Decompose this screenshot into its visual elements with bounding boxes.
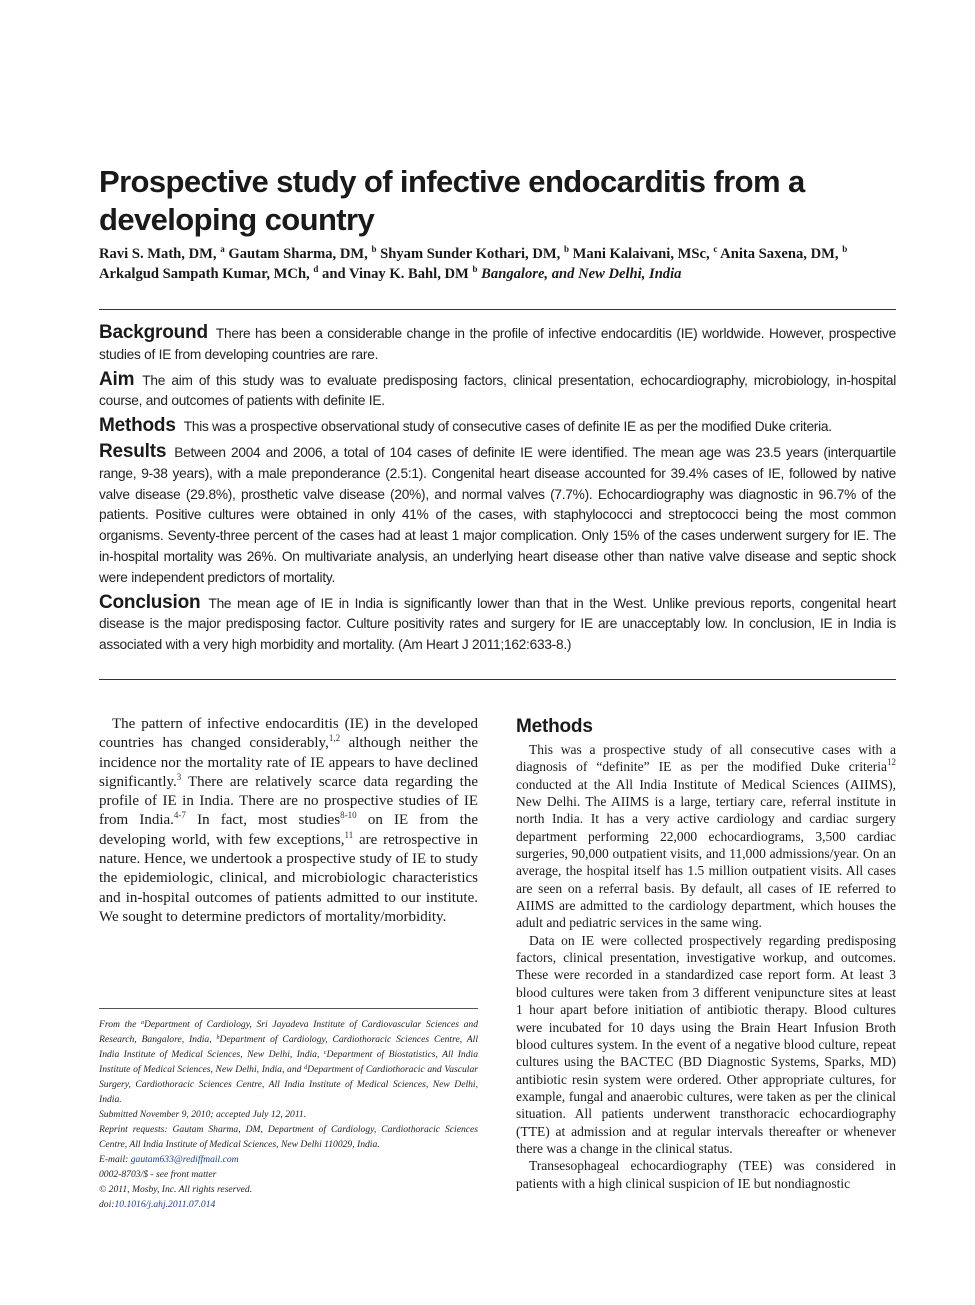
- footnote-divider: [99, 1008, 478, 1009]
- abstract-methods: [99, 416, 896, 438]
- abstract-heading: Aim: [99, 368, 135, 390]
- author: Anita Saxena, DM, $^b$: [720, 244, 848, 262]
- footnotes: [99, 1017, 478, 1212]
- citation-link[interactable]: 12: [887, 757, 896, 768]
- abstract-background: [99, 323, 896, 366]
- divider: [99, 679, 896, 680]
- author-list: [99, 244, 899, 284]
- abstract-text: There has been a considerable change in the profile of infective endocarditis (IE) worldwide. However, prospective studies of IE from developing countries are rare.: [99, 326, 896, 362]
- abstract-conclusion: [99, 593, 896, 656]
- author: Ravi S. Math, DM, $^a$: [99, 244, 225, 262]
- introduction-column: [99, 715, 478, 927]
- methods-heading: Methods: [516, 716, 593, 737]
- abstract-heading: Background: [99, 322, 208, 343]
- citation-link[interactable]: 11: [344, 829, 354, 840]
- reprint-note: Reprint requests: Gautam Sharma, DM, Department of Cardiology, Cardiothoracic Sciences Centre, All India Institute of Medical Sciences, New Delhi 110029, India.: [99, 1124, 478, 1150]
- affiliations-note: From the $^a$Department of Cardiology, Sri Jayadeva Institute of Cardiovascular Sciences and Research, Bangalore, India, $^b$Department of Cardiology, Cardiothoracic Sciences Centre, All India Institute of Medical Sciences, New Delhi, India, $^c$Department of Biostatistics, All India Institute of Medical Sciences, New Delhi, India, and $^d$Department of Cardiothoracic and Vascular Surgery, Cardiothoracic Sciences Centre, All India Institute of Medical Sciences, New Delhi, India.: [99, 1019, 479, 1105]
- methods-paragraph: This was a prospective study of all consecutive cases with a diagnosis of “definite” IE as per the modified Duke criteria$^{12}$ conducted at the All India Institute of Medical Sciences (AIIMS), New Delhi. The AIIMS is a large, tertiary care, referral institute in north India. It has a very active cardiology and cardiac surgery department performing 22,000 echocardiograms, 3,500 cardiac surgeries, 90,000 outpatient visits, and 11,000 admissions/year. On an average, the hospital itself has 1.5 million outpatient visits. All cases are seen on a referral basis. By default, all cases of IE referred to AIIMS are admitted to the cardiology department, which houses the adult and pediatric services in the same wing.: [516, 742, 896, 931]
- abstract-text: Between 2004 and 2006, a total of 104 cases of definite IE were identified. The mean age was 23.5 years (interquartile range, 9-38 years), with a male preponderance (2.5:1). Congenital heart disease accounted for 39.4% cases of IE, followed by native valve disease (29.8%), prosthetic valve disease (20%), and normal valves (7.7%). Echocardiography was diagnostic in 96.7% of the patients. Positive cultures were obtained in only 41% of the cases, with staphylococci and streptococci being the most common organisms. Seventy-three percent of the cases had at least 1 major complication. Only 15% of the cases underwent surgery for IE. The in-hospital mortality was 26%. On multivariate analysis, an underlying heart disease other than native valve disease and septic shock were independent predictors of mortality.: [99, 444, 896, 585]
- author-location: Bangalore, and New Delhi, India: [481, 266, 682, 282]
- issn-note: 0002-8703/$ - see front matter: [99, 1169, 217, 1180]
- author: Shyam Sunder Kothari, DM, $^b$: [380, 244, 569, 262]
- doi-link[interactable]: 10.1016/j.ahj.2011.07.014: [114, 1199, 216, 1210]
- author: Gautam Sharma, DM, $^b$: [228, 244, 377, 262]
- abstract-text: The aim of this study was to evaluate predisposing factors, clinical presentation, echocardiography, microbiology, in-hospital course, and outcomes of patients with definite IE.: [99, 372, 896, 409]
- methods-paragraph: Data on IE were collected prospectively regarding predisposing factors, clinical presentation, investigative workup, and outcomes. These were recorded in a standardized case report form. At least 3 blood cultures were taken from 3 different venipuncture sites at least 1 hour apart before initiation of antibiotic therapy. Blood cultures were incubated for 10 days using the Brain Heart Infusion Broth blood cultures system. In the event of a negative blood culture, repeat cultures using the BACTEC (BD Diagnostic Systems, Sparks, MD) antibiotic resin system were ordered. Other appropriate cultures, for example, fungal and anaerobic cultures, were taken as per the clinical situation. All patients underwent transthoracic echocardiography (TTE) at admission and at regular intervals thereafter or whenever there was a change in the clinical status.: [516, 932, 896, 1156]
- methods-column: [516, 741, 896, 1192]
- author: Mani Kalaivani, MSc, $^c$: [572, 244, 718, 262]
- methods-paragraph: Transesophageal echocardiography (TEE) was considered in patients with a high clinical suspicion of IE but nondiagnostic: [516, 1158, 896, 1191]
- abstract-aim: [99, 370, 896, 413]
- submission-note: Submitted November 9, 2010; accepted July 12, 2011.: [99, 1109, 307, 1120]
- doi-note: doi:10.1016/j.ahj.2011.07.014: [99, 1199, 216, 1210]
- abstract-heading: Results: [99, 440, 167, 462]
- abstract-heading: Methods: [99, 415, 176, 437]
- citation-link[interactable]: 1,2: [328, 733, 341, 744]
- abstract-text: This was a prospective observational study of consecutive cases of definite IE as per the modified Duke criteria.: [183, 419, 832, 435]
- abstract-results: [99, 442, 896, 589]
- author: and Vinay K. Bahl, DM $^b$: [322, 264, 478, 282]
- email-link[interactable]: gautam633@rediffmail.com: [130, 1154, 239, 1165]
- abstract-text: The mean age of IE in India is significantly lower than that in the West. Unlike previous reports, congenital heart disease is the major predisposing factor. Culture positivity rates and surgery for IE are unacceptably low. In conclusion, IE in India is associated with a very high morbidity and mortality. (Am Heart J 2011;162:633-8.): [99, 595, 896, 653]
- divider: [99, 309, 896, 310]
- article-title: Prospective study of infective endocarditis from a developing country: [99, 164, 805, 237]
- citation-link[interactable]: 8-10: [340, 810, 357, 821]
- author: Arkalgud Sampath Kumar, MCh, $^d$: [99, 264, 319, 282]
- introduction-paragraph: The pattern of infective endocarditis (IE) in the developed countries has changed considerably,$^{1,2}$ although neither the incidence nor the mortality rate of IE appears to have declined significantly.$^3$ There are relatively scarce data regarding the profile of IE in India. There are no prospective studies of IE from India.$^{4-7}$ In fact, most studies$^{8-10}$ on IE from the developing world, with few exceptions,$^{11}$ are retrospective in nature. Hence, we undertook a prospective study of IE to study the epidemiologic, clinical, and microbiologic characteristics and in-hospital outcomes of patients admitted to our institute. We sought to determine predictors of mortality/morbidity.: [99, 716, 478, 925]
- abstract-heading: Conclusion: [99, 591, 201, 613]
- email-note: E-mail: gautam633@rediffmail.com: [99, 1154, 239, 1165]
- copyright-note: © 2011, Mosby, Inc. All rights reserved.: [99, 1184, 253, 1195]
- citation-link[interactable]: 3: [176, 771, 182, 782]
- citation-link[interactable]: 4-7: [173, 810, 186, 821]
- abstract: [99, 323, 896, 660]
